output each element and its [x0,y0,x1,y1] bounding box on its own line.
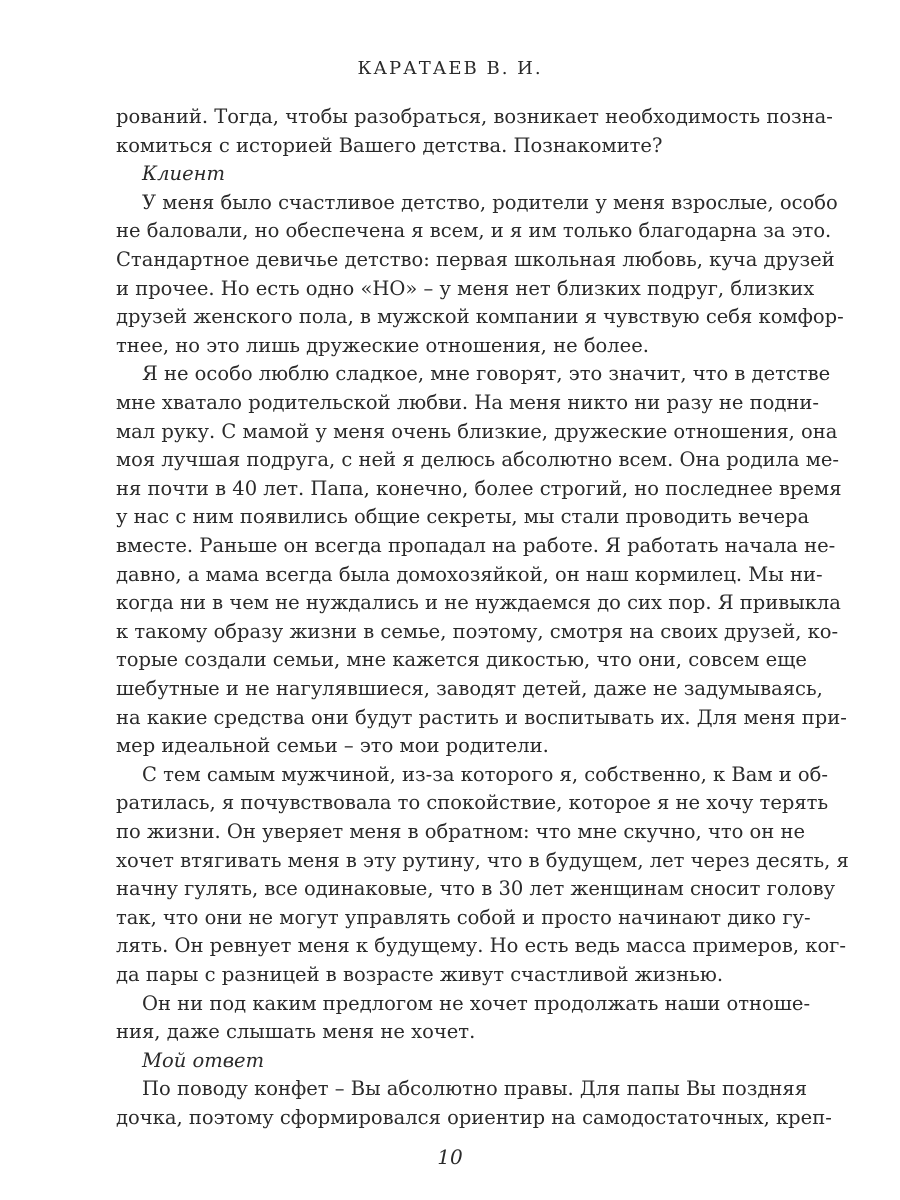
text-line: на какие средства они будут растить и воспитывать их. Для меня при- [116,705,847,729]
text-line: По поводу конфет – Вы абсолютно правы. Для папы Вы поздняя [142,1077,808,1101]
text-line: да пары с разницей в возрасте живут счастливой жизнью. [116,963,724,986]
running-head: КАРАТАЕВ В. И. [357,58,543,79]
text-line: рований. Тогда, чтобы разобраться, возникает необходимость позна- [116,105,833,128]
text-line: хочет втягивать меня в эту рутину, что в будущем, лет через десять, я [116,848,849,872]
text-line: не баловали, но обеспечена я всем, и я им только благодарна за это. [116,219,832,243]
text-line: мер идеальной семьи – это мои родители. [116,734,549,758]
speaker-label-client: Клиент [142,162,225,186]
text-line: С тем самым мужчиной, из-за которого я, собственно, к Вам и об- [142,762,828,786]
text-line: к такому образу жизни в семье, поэтому, смотря на своих друзей, ко- [116,619,839,643]
text-line: тнее, но это лишь дружеские отношения, не более. [116,333,649,357]
text-line: шебутные и не нагулявшиеся, заводят детей, даже не задумываясь, [116,677,823,700]
text-line: У меня было счастливое детство, родители у меня взрослые, особо [142,190,838,214]
speaker-label-answer: Мой ответ [142,1048,265,1072]
page-number: 10 [437,1145,463,1169]
text-line: по жизни. Он уверяет меня в обратном: что мне скучно, что он не [116,820,806,843]
text-line: ратилась, я почувствовала то спокойствие, которое я не хочу терять [116,791,829,815]
text-line: начну гулять, все одинаковые, что в 30 лет женщинам сносит голову [116,877,836,901]
text-line: Стандартное девичье детство: первая школьная любовь, куча друзей [116,248,835,271]
text-line: Он ни под каким предлогом не хочет продолжать наши отноше- [142,991,811,1015]
text-line: моя лучшая подруга, с ней я делюсь абсолютно всем. Она родила ме- [116,448,840,472]
text-line: мал руку. С мамой у меня очень близкие, дружеские отношения, она [116,419,838,443]
text-line: давно, а мама всегда была домохозяйкой, он наш кормилец. Мы ни- [116,562,823,586]
text-line: комиться с историей Вашего детства. Познакомите? [116,133,663,157]
text-line: вместе. Раньше он всегда пропадал на работе. Я работать начала не- [116,534,836,557]
text-line: у нас с ним появились общие секреты, мы стали проводить вечера [116,505,810,529]
text-line: ня почти в 40 лет. Папа, конечно, более строгий, но последнее время [116,476,842,500]
text-line: лять. Он ревнует меня к будущему. Но есть ведь масса примеров, ког- [116,934,846,958]
text-line: Я не особо люблю сладкое, мне говорят, это значит, что в детстве [142,362,831,386]
text-line: ния, даже слышать меня не хочет. [116,1020,476,1044]
text-line: когда ни в чем не нуждались и не нуждаемся до сих пор. Я привыкла [116,591,841,615]
text-line: дочка, поэтому сформировался ориентир на самодостаточных, креп- [116,1106,832,1129]
text-line: торые создали семьи, мне кажется дикостью, что они, совсем еще [116,648,807,672]
text-line: так, что они не могут управлять собой и просто начинают дико гу- [116,905,811,929]
text-line: мне хватало родительской любви. На меня никто ни разу не подни- [116,391,819,414]
text-line: друзей женского пола, в мужской компании я чувствую себя комфор- [116,305,844,329]
text-line: и прочее. Но есть одно «НО» – у меня нет близких подруг, близких [116,276,815,300]
